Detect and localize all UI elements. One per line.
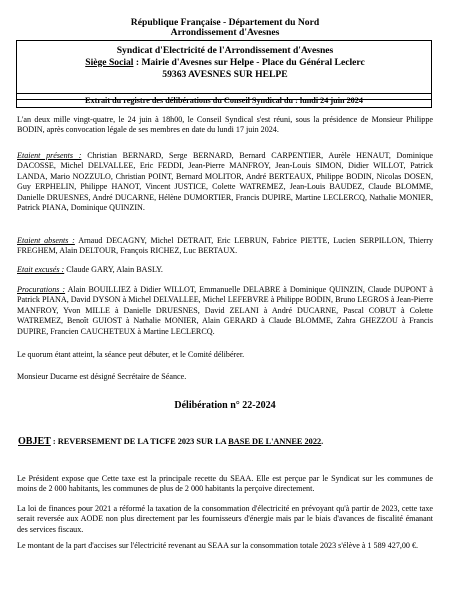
objet-label: OBJET <box>18 436 51 447</box>
body-paragraph-2: La loi de finances pour 2021 a réformé la taxation de la consommation d'électricité en prévoyant qu'à partir de 2023, cette taxe serait reversée aux AODE non plus directement par les fournisseurs d'énergie mais par le biais d'avances de fiscalité émanant des services fiscaux. <box>17 504 433 534</box>
quorum-paragraph: Le quorum étant atteint, la séance peut débuter, et le Comité délibérer. <box>17 350 245 359</box>
republic-line: République Française - Département du Nord <box>130 17 320 28</box>
objet-base-year: BASE DE L'ANNEE 2022 <box>228 437 322 446</box>
secretary-paragraph: Monsieur Ducarne est désigné Secrétaire de Séance. <box>17 372 187 381</box>
body-paragraph-1: Le Président expose que Cette taxe est la principale recette du SEAA. Elle est perçue par le Syndicat sur les communes de moins de 2 000 habitants, les communes de plus de 2 000 habitants la perçoive directement. <box>17 474 433 494</box>
presents-paragraph <box>17 151 433 213</box>
procurations-paragraph <box>17 285 433 337</box>
body-paragraph-3: Le montant de la part d'accises sur l'électricité revenant au SEAA sur la consommation totale 2023 s'élève à 1 589 427,00 €. <box>17 541 419 550</box>
objet-line <box>18 436 434 447</box>
objet-period: . <box>321 437 324 446</box>
presents-label: Etaient présents : <box>17 151 82 160</box>
siege-label: Siège Social <box>85 57 134 68</box>
absents-paragraph <box>17 236 433 257</box>
excuses-list: Claude GARY, Alain BASLY. <box>64 265 163 274</box>
excuses-paragraph <box>17 265 433 275</box>
intro-paragraph: L'an deux mille vingt-quatre, le 24 juin à 18h00, le Conseil Syndical s'est réuni, sous la présidence de Monsieur Philippe BODIN, après convocation légale de ses membres en date du lundi 17 juin 2024. <box>17 115 433 135</box>
arrondissement-line: Arrondissement d'Avesnes <box>170 27 280 38</box>
absents-label: Etaient absents : <box>17 236 75 245</box>
siege-social-line <box>17 57 433 68</box>
absents-list: Arnaud DECAGNY, Michel DETRAIT, Eric LEBRUN, Fabrice PIETTE, Lucien SERPILLON, Thierry FREGHEM, Alain DELTOUR, François RICHEZ, Luc BERTAUX. <box>17 236 433 256</box>
siege-value: : Mairie d'Avesnes sur Helpe - Place du Général Leclerc <box>133 57 365 68</box>
excuses-label: Etait excusés : <box>17 265 65 274</box>
presents-list: Christian BERNARD, Serge BERNARD, Bernard CARPENTIER, Aurèle HENAUT, Dominique DACOSSE, Michel DELVALLEE, Eric FEDDI, Jean-Pierre MANFROY, Jean-Louis SIMON, Didier WILLOT, Patrick LANDA, Mario NOZZULO, Christian POINT, Bernard MOLITOR, André BERTEAUX, Philippe BODIN, Nicolas DOSEN, Guy ERPHELIN, Philippe HANOT, Vincent JUSTICE, Colette WATREMEZ, Jean-Louis BAUDEZ, Claude BLOMME, Danielle DRUESNES, André DUCARNE, Hélène DUMORTIER, Francis DUPIRE, Martine LECLERCQ, Nathalie MONIER, Patrick PIANA, Dominique QUINZIN. <box>17 151 433 213</box>
extract-title: Extrait du registre des délibérations du Conseil Syndical du : lundi 24 juin 2024 <box>16 93 432 108</box>
objet-text: : REVERSEMENT DE LA TICFE 2023 SUR LA <box>50 437 229 446</box>
deliberation-title: Délibération n° 22-2024 <box>174 400 276 411</box>
syndicat-name: Syndicat d'Electricité de l'Arrondissement d'Avesnes <box>116 45 334 56</box>
syndicat-box <box>16 40 432 100</box>
postal-address: 59363 AVESNES SUR HELPE <box>162 69 288 80</box>
procurations-label: Procurations : <box>17 285 66 294</box>
procurations-list: Alain BOUILLIEZ à Didier WILLOT, Emmanuelle DELABRE à Dominique QUINZIN, Claude DUPONT à Patrick PIANA, David DYSON à Michel DELVALLEE, Michel LEFEBVRE à Philippe BODIN, Bruno LEGROS à Jean-Pierre MANFROY, Yvon MILLE à Danielle DRUESNES, David ZELANI à André DUCARNE, Pascal COBUT à Colette WATREMEZ, Benoît GUIOST à Nathalie MONIER, Alain GERARD à Claude BLOMME, Zahra GHEZZOU à Francis DUPIRE, Francien CAUCHETEUX à Martine LECLERCQ. <box>17 285 433 336</box>
